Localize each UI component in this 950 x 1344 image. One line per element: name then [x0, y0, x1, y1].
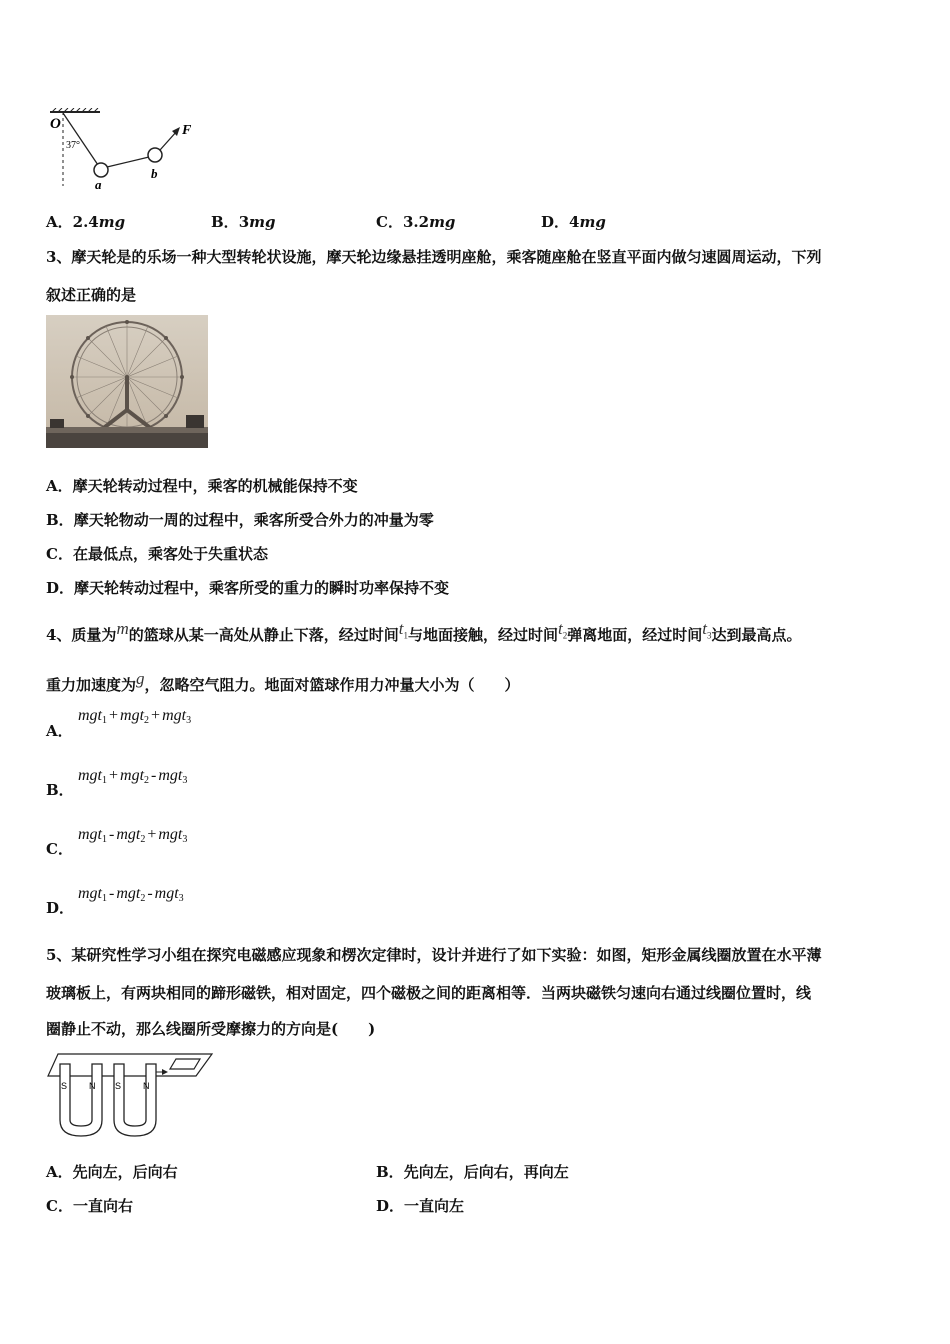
q4-option-a-formula: mgt$_1$ + mgt$_2$ + mgt$_3$: [78, 707, 192, 726]
q4-text: ，忽略空气阻力。地面对篮球作用力冲量大小为（ ）: [144, 676, 520, 694]
q5-option-c[interactable]: [46, 1195, 133, 1216]
option-text: 一直向左: [404, 1197, 465, 1215]
option-letter: B．: [46, 511, 74, 529]
var-m: m: [116, 619, 129, 638]
option-letter: A．: [46, 213, 73, 231]
q2-option-c[interactable]: [376, 211, 455, 232]
sub-3: 3: [706, 630, 712, 641]
q4-text: 的篮球从某一高处从静止下落，经过时间: [128, 626, 399, 644]
q4-text: 与地面接触，经过时间: [407, 626, 558, 644]
q2-option-a[interactable]: [46, 211, 125, 232]
q4-text: 达到最高点。: [711, 626, 802, 644]
option-unit: mg: [429, 213, 456, 231]
var-g: g: [136, 669, 145, 688]
option-unit: mg: [249, 213, 276, 231]
pole-label-s: S: [61, 1081, 68, 1091]
q2-option-d[interactable]: [541, 211, 606, 232]
ferris-wheel-photo: [46, 315, 208, 448]
q4-option-d-letter[interactable]: D．: [46, 899, 75, 917]
label-o: O: [50, 116, 61, 132]
sub-1: 1: [403, 630, 408, 641]
label-b: b: [151, 166, 158, 181]
var-t1: [398, 619, 408, 641]
option-letter: B．: [376, 1163, 404, 1181]
label-f: F: [182, 123, 192, 138]
q4-option-b-formula: mgt$_1$ + mgt$_2$ - mgt$_3$: [78, 767, 188, 786]
q3-option-b[interactable]: [46, 509, 434, 530]
q4-stem-line1: [46, 619, 802, 646]
option-letter: D．: [541, 213, 570, 231]
q3-option-c[interactable]: [46, 543, 268, 564]
q4-option-a-letter[interactable]: A．: [46, 722, 73, 740]
q3-stem-line1: 3、摩天轮是的乐场一种大型转轮状设施，摩天轮边缘悬挂透明座舱，乘客随座舱在竖直平面内做匀速圆周运动，下列: [46, 248, 822, 266]
q4-stem-line2: [46, 669, 520, 695]
option-num: 4: [569, 213, 580, 231]
q5-option-a[interactable]: [46, 1161, 178, 1182]
var-t: t: [398, 619, 404, 638]
q4-option-c-letter[interactable]: C．: [46, 840, 73, 858]
option-unit: mg: [98, 213, 126, 231]
option-unit: mg: [579, 213, 606, 231]
q5-stem-line2: 玻璃板上，有两块相同的蹄形磁铁，相对固定，四个磁极之间的距离相等．当两块磁铁匀速向右通过线圈位置时，线: [46, 984, 812, 1002]
var-t: t: [702, 619, 707, 638]
pole-label-n: N: [143, 1081, 150, 1091]
magnet-coil-figure: [46, 1050, 218, 1140]
q5-option-b[interactable]: [376, 1161, 569, 1182]
q5-stem-line1: 5、某研究性学习小组在探究电磁感应现象和楞次定律时，设计并进行了如下实验：如图，矩形金属线圈放置在水平薄: [46, 946, 822, 964]
option-text: 摩天轮转动过程中，乘客所受的重力的瞬时功率保持不变: [74, 579, 450, 597]
var-t3: [702, 619, 712, 641]
option-letter: D．: [46, 579, 75, 597]
option-letter: C．: [376, 213, 403, 231]
q5-option-d[interactable]: [376, 1195, 464, 1216]
option-text: 摩天轮物动一周的过程中，乘客所受合外力的冲量为零: [73, 511, 434, 529]
option-letter: A．: [46, 1163, 73, 1181]
label-angle: 37°: [66, 140, 80, 151]
label-a: a: [95, 177, 102, 192]
q4-text: 弹离地面，经过时间: [567, 626, 703, 644]
option-letter: C．: [46, 545, 73, 563]
q2-option-b[interactable]: [211, 211, 276, 232]
option-num: 2.4: [72, 213, 99, 231]
pole-label-s: S: [115, 1081, 122, 1091]
option-text: 在最低点，乘客处于失重状态: [72, 545, 268, 563]
q4-option-d-formula: mgt$_1$ - mgt$_2$ - mgt$_3$: [78, 885, 184, 904]
q5-stem-line3: 圈静止不动，那么线圈所受摩擦力的方向是( ): [46, 1020, 376, 1038]
option-letter: A．: [46, 477, 73, 495]
var-t2: [557, 619, 568, 641]
option-text: 先向左，后向右: [72, 1163, 178, 1181]
option-num: 3: [238, 213, 250, 231]
q4-option-b-letter[interactable]: B．: [46, 781, 74, 799]
q4-text: 重力加速度为: [46, 676, 137, 694]
q3-option-d[interactable]: [46, 577, 449, 598]
pole-label-n: N: [89, 1081, 96, 1091]
option-letter: C．: [46, 1197, 73, 1215]
pendulum-figure: [46, 108, 206, 193]
q3-stem-line2: 叙述正确的是: [46, 286, 137, 304]
option-text: 一直向右: [72, 1197, 133, 1215]
option-letter: B．: [211, 213, 239, 231]
option-num: 3.2: [402, 213, 430, 231]
sub-2: 2: [562, 630, 568, 641]
q4-text: 4、质量为: [46, 626, 117, 644]
var-t: t: [557, 619, 563, 638]
option-text: 摩天轮转动过程中，乘客的机械能保持不变: [72, 477, 358, 495]
option-letter: D．: [376, 1197, 405, 1215]
q4-option-c-formula: mgt$_1$ - mgt$_2$ + mgt$_3$: [78, 826, 188, 845]
option-text: 先向左，后向右，再向左: [403, 1163, 569, 1181]
q3-option-a[interactable]: [46, 475, 358, 496]
